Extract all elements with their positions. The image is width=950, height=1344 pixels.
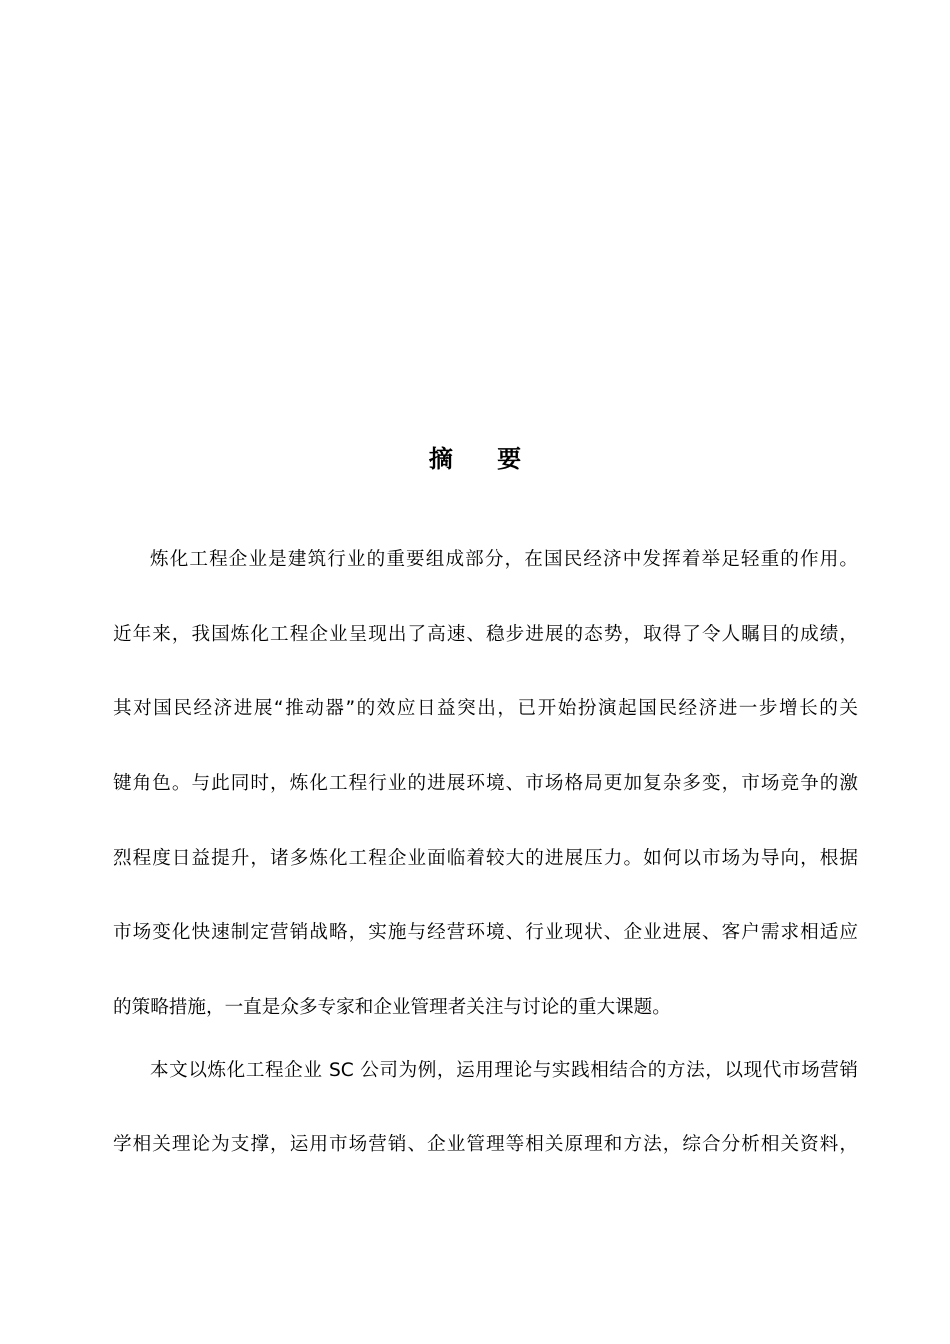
paragraph-1-line-6: 市场变化快速制定营销战略，实施与经营环境、行业现状、企业进展、客户需求相适应	[113, 922, 858, 943]
paragraph-1-line-5: 烈程度日益提升，诸多炼化工程企业面临着较大的进展压力。如何以市场为导向，根据	[113, 848, 858, 869]
paragraph-1-line-3: 其对国民经济进展“推动器”的效应日益突出，已开始扮演起国民经济进一步增长的关	[113, 698, 858, 719]
paragraph-1-line-4: 键角色。与此同时，炼化工程行业的进展环境、市场格局更加复杂多变，市场竞争的激	[113, 773, 858, 794]
paragraph-1-line-7: 的策略措施，一直是众多专家和企业管理者关注与讨论的重大课题。	[113, 997, 671, 1018]
paragraph-2-line-2: 学相关理论为支撑，运用市场营销、企业管理等相关原理和方法，综合分析相关资料，	[113, 1134, 858, 1155]
paragraph-2-line-1: 本文以炼化工程企业 SC 公司为例，运用理论与实践相结合的方法，以现代市场营销	[150, 1060, 858, 1081]
paragraph-1-line-1: 炼化工程企业是建筑行业的重要组成部分，在国民经济中发挥着举足轻重的作用。	[150, 549, 858, 570]
abstract-title: 摘 要	[428, 445, 540, 473]
paragraph-1-line-2: 近年来，我国炼化工程企业呈现出了高速、稳步进展的态势，取得了令人瞩目的成绩，	[113, 624, 858, 645]
